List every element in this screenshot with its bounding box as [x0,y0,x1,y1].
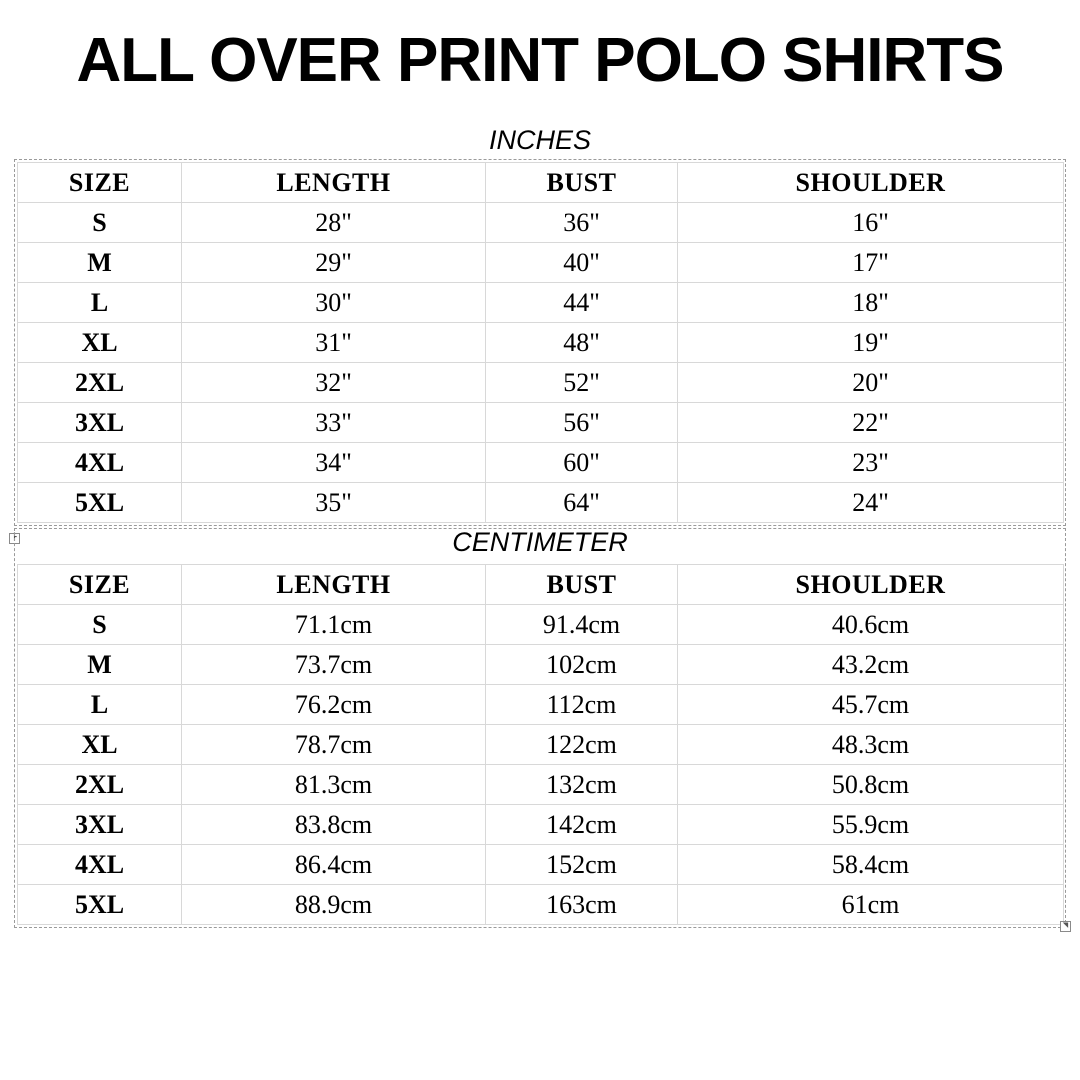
cell-bust: 142cm [486,805,678,845]
cell-size: 4XL [18,845,182,885]
cell-shoulder: 48.3cm [678,725,1064,765]
cell-size: XL [18,725,182,765]
table-row [18,765,1064,805]
table-row [18,283,1064,323]
cell-shoulder: 16" [678,203,1064,243]
cell-length: 34" [182,443,486,483]
table-row [18,483,1064,523]
cell-size: S [18,605,182,645]
cell-length: 86.4cm [182,845,486,885]
cell-bust: 91.4cm [486,605,678,645]
cell-length: 31" [182,323,486,363]
column-header-shoulder: SHOULDER [678,163,1064,203]
cell-size: XL [18,323,182,363]
column-header-length: LENGTH [182,163,486,203]
cell-bust: 36" [486,203,678,243]
cell-size: 2XL [18,765,182,805]
cell-length: 29" [182,243,486,283]
cell-bust: 60" [486,443,678,483]
cell-bust: 40" [486,243,678,283]
cell-shoulder: 61cm [678,885,1064,925]
cell-length: 83.8cm [182,805,486,845]
section-caption-inches: INCHES [488,125,591,155]
cell-shoulder: 50.8cm [678,765,1064,805]
cell-size: M [18,645,182,685]
table-row [18,645,1064,685]
centimeter-size-table [17,564,1064,925]
page-title: ALL OVER PRINT POLO SHIRTS [76,26,1004,95]
column-header-size: SIZE [18,163,182,203]
cell-shoulder: 24" [678,483,1064,523]
cell-shoulder: 17" [678,243,1064,283]
cell-shoulder: 40.6cm [678,605,1064,645]
cell-size: L [18,283,182,323]
cell-bust: 64" [486,483,678,523]
column-header-length: LENGTH [182,565,486,605]
cell-size: 2XL [18,363,182,403]
table-row [18,403,1064,443]
cell-size: 5XL [18,885,182,925]
table-row [18,243,1064,283]
column-header-bust: BUST [486,163,678,203]
cell-shoulder: 22" [678,403,1064,443]
cell-shoulder: 19" [678,323,1064,363]
cell-length: 81.3cm [182,765,486,805]
cell-shoulder: 23" [678,443,1064,483]
centimeter-table-wrap [17,564,1069,929]
cell-size: 4XL [18,443,182,483]
table-row [18,323,1064,363]
cell-size: L [18,685,182,725]
table-header-row [18,163,1064,203]
selection-handle-move-icon[interactable]: ┣ [9,533,20,544]
cell-length: 28" [182,203,486,243]
cell-length: 73.7cm [182,645,486,685]
cell-length: 76.2cm [182,685,486,725]
table-row [18,605,1064,645]
cell-bust: 52" [486,363,678,403]
cell-shoulder: 20" [678,363,1064,403]
column-header-shoulder: SHOULDER [678,565,1064,605]
cell-shoulder: 58.4cm [678,845,1064,885]
cell-length: 78.7cm [182,725,486,765]
table-row [18,725,1064,765]
cell-size: M [18,243,182,283]
cell-shoulder: 55.9cm [678,805,1064,845]
cell-size: S [18,203,182,243]
cell-length: 88.9cm [182,885,486,925]
table-row [18,363,1064,403]
cell-length: 71.1cm [182,605,486,645]
table-row [18,885,1064,925]
cell-length: 30" [182,283,486,323]
cell-bust: 122cm [486,725,678,765]
section-caption-centimeter: CENTIMETER [452,527,628,557]
table-row [18,203,1064,243]
table-row [18,805,1064,845]
cell-bust: 44" [486,283,678,323]
inches-size-table [17,162,1064,523]
cell-bust: 132cm [486,765,678,805]
column-header-size: SIZE [18,565,182,605]
cell-bust: 56" [486,403,678,443]
inches-table-wrap [12,162,1063,541]
table-row [18,685,1064,725]
cell-bust: 163cm [486,885,678,925]
cell-shoulder: 18" [678,283,1064,323]
table-row [18,845,1064,885]
cell-bust: 102cm [486,645,678,685]
cell-bust: 112cm [486,685,678,725]
cell-shoulder: 43.2cm [678,645,1064,685]
column-header-bust: BUST [486,565,678,605]
cell-length: 32" [182,363,486,403]
cell-length: 33" [182,403,486,443]
table-row [18,443,1064,483]
cell-length: 35" [182,483,486,523]
cell-size: 3XL [18,403,182,443]
cell-bust: 152cm [486,845,678,885]
bottom-spacer [0,925,1080,1075]
cell-shoulder: 45.7cm [678,685,1064,725]
cell-bust: 48" [486,323,678,363]
cell-size: 5XL [18,483,182,523]
cell-size: 3XL [18,805,182,845]
table-header-row [18,565,1064,605]
selection-handle-resize-icon[interactable]: ◥ [1060,921,1071,932]
